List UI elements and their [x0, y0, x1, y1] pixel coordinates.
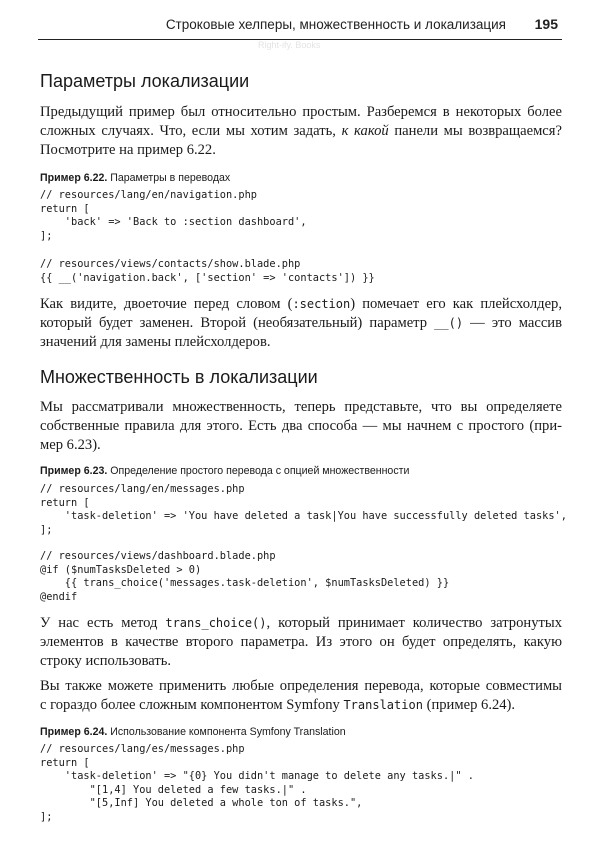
running-header-title: Строковые хелперы, множественность и локализация: [165, 17, 506, 32]
trans-choice-paragraph: У нас есть метод trans_choice(), который принимает количество затронутых элементов в качестве второго параметра. Из этого он будет определять, какую строку использовать.: [40, 615, 562, 669]
code-block-6-23-lang: // resources/lang/en/messages.php return [ 'task-deletion' => 'You have deleted a task|You have successfully deleted tasks', ];: [40, 483, 567, 536]
section-heading-localization-params: Параметры локализации: [40, 71, 250, 91]
inline-code: __(): [434, 316, 464, 330]
example-title-6-24: Пример 6.24. Использование компонента Symfony Translation: [40, 726, 346, 738]
emphasis: к какой: [341, 123, 389, 139]
running-header: [38, 15, 562, 40]
intro-paragraph-2: Мы рассматривали множественность, теперь представьте, что вы определяете собственные правила для этого. Есть два способа — мы начнем с простого (при- мер 6.23).: [40, 399, 562, 453]
explanation-paragraph-1: Как видите, двоеточие перед словом (:section) помечает его как плейсхолдер, который будет заменен. Второй (необязательный) параметр __() — это массив значений для замены плейсхолдеров.: [40, 296, 563, 350]
example-title-6-23: Пример 6.23. Определение простого перевода с опцией множественности: [40, 465, 410, 477]
code-block-6-22-lang: // resources/lang/en/navigation.php return [ 'back' => 'Back to :section dashboard', ];: [40, 189, 307, 242]
watermark: Right-ify. Books: [258, 40, 321, 50]
inline-code: :section: [292, 297, 351, 311]
code-block-6-22-view: // resources/views/contacts/show.blade.php {{ __('navigation.back', ['section' => 'contacts']) }}: [40, 258, 375, 284]
inline-code: Translation: [343, 698, 423, 712]
page-number: 195: [534, 16, 558, 32]
inline-code: trans_choice(): [165, 616, 267, 630]
intro-paragraph-1: Предыдущий пример был относительно простым. Разберемся в некоторых более сложных случаях. Что, если мы хотим задать, к какой панели мы возвращаемся? Посмотрите на пример 6.22.: [40, 104, 562, 158]
section-heading-pluralization: Множественность в локализации: [40, 367, 318, 387]
symfony-paragraph: Вы также можете применить любые определения перевода, которые совместимы с гораздо более сложным компонентом Symfony Translation (пример 6.24).: [40, 678, 562, 713]
code-block-6-23-view: // resources/views/dashboard.blade.php @if ($numTasksDeleted > 0) {{ trans_choice('messages.task-deletion', $numTasksDeleted) }} @endif: [40, 550, 450, 603]
code-block-6-24: // resources/lang/es/messages.php return [ 'task-deletion' => "{0} You didn't manage to delete any tasks.|" . "[1,4] You deleted a few tasks.|" . "[5,Inf] You deleted a whole ton of tasks.", ];: [40, 743, 474, 823]
example-title-6-22: Пример 6.22. Параметры в переводах: [40, 172, 231, 184]
